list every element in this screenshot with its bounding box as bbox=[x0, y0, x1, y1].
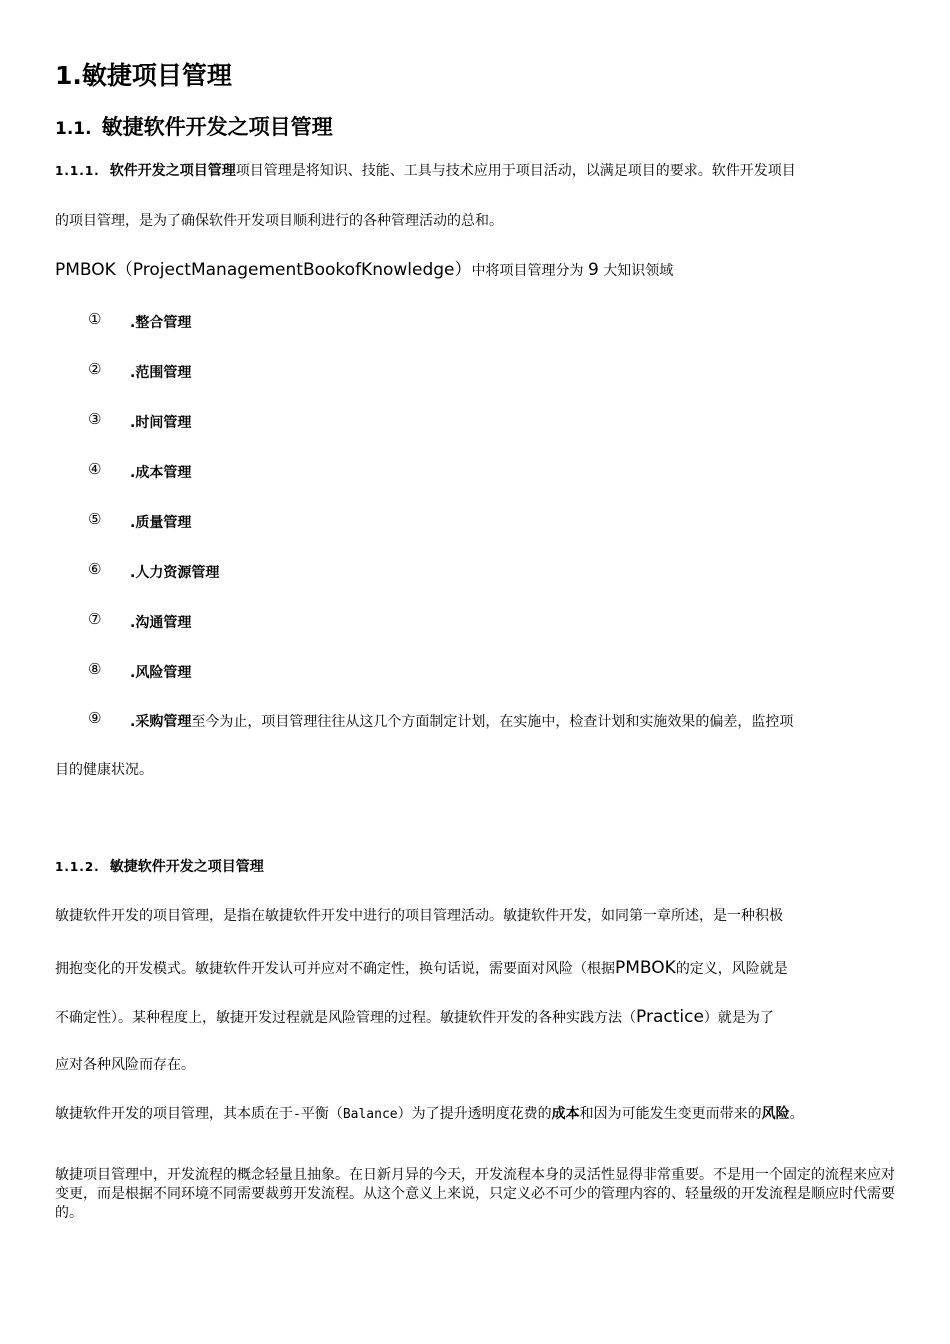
pmbok-end: 大知识领域 bbox=[603, 263, 674, 279]
section-1-1-1-number: 1.1.1. bbox=[55, 164, 100, 178]
list-item-continuation: 至今为止，项目管理往往从这几个方面制定计划，在实施中，检查计划和实施效果的偏差，监控项 bbox=[191, 714, 794, 730]
list-item-label: .风险管理 bbox=[130, 665, 192, 681]
section-1-1-2-heading bbox=[55, 858, 264, 876]
list-item-marker: ⑥ bbox=[88, 560, 102, 578]
list-item-marker: ⑤ bbox=[88, 510, 102, 528]
list-item-label: .人力资源管理 bbox=[130, 565, 220, 581]
list-item-label: .沟通管理 bbox=[130, 615, 192, 631]
paragraph-dash: - bbox=[293, 1107, 301, 1122]
section-1-1-1-line-1 bbox=[55, 162, 796, 180]
paragraph-text: ）为了提升透明度花费的 bbox=[397, 1106, 552, 1122]
section-1-1-number: 1.1. bbox=[55, 119, 92, 139]
section-1-1-1-text: 项目管理是将知识、技能、工具与技术应用于项目活动，以满足项目的要求。软件开发项目 bbox=[235, 163, 796, 179]
list-item-marker: ⑧ bbox=[88, 660, 102, 678]
pmbok-number: 9 bbox=[587, 260, 599, 280]
practice-inline: Practice bbox=[636, 1007, 704, 1027]
paragraph-text: ）就是为了 bbox=[703, 1010, 774, 1026]
pmbok-acronym: PMBOK（ProjectManagementBookofKnowledge） bbox=[55, 260, 472, 280]
section-1-1-2-number: 1.1.2. bbox=[55, 860, 100, 874]
list-item-content bbox=[130, 711, 793, 731]
section-1-1-1-title: 软件开发之项目管理 bbox=[109, 163, 236, 179]
list-item-label: .采购管理 bbox=[130, 714, 192, 730]
paragraph-1-line-4: 应对各种风险而存在。 bbox=[55, 1057, 195, 1073]
paragraph-text: 。 bbox=[789, 1106, 804, 1122]
paragraph-2 bbox=[55, 1105, 804, 1124]
pmbok-inline: PMBOK bbox=[615, 958, 676, 978]
paragraph-text: 和因为可能发生变更而带来的 bbox=[579, 1106, 762, 1122]
list-item-label: .成本管理 bbox=[130, 465, 192, 481]
list-item-label: .整合管理 bbox=[130, 315, 192, 331]
section-1-1-title: 敏捷软件开发之项目管理 bbox=[101, 115, 333, 139]
list-item-label: .范围管理 bbox=[130, 365, 192, 381]
list-item-marker: ① bbox=[88, 310, 102, 328]
paragraph-3: 敏捷项目管理中，开发流程的概念轻量且抽象。在日新月异的今天，开发流程本身的灵活性显得非常重要。不是用一个固定的流程来应对变更，而是根据不同环境不同需要裁剪开发流程。从这个意义上来说，只定义必不可少的管理内容的、轻量级的开发流程是顺应时代需要的。 bbox=[55, 1167, 895, 1221]
paragraph-1-line-3 bbox=[55, 1006, 774, 1028]
list-item-marker: ④ bbox=[88, 460, 102, 478]
paragraph-1-line-2 bbox=[55, 957, 788, 979]
paragraph-text: 拥抱变化的开发模式。敏捷软件开发认可并应对不确定性，换句话说，需要面对风险（根据 bbox=[55, 961, 615, 977]
cost-term: 成本 bbox=[551, 1106, 580, 1122]
list-item-marker: ⑦ bbox=[88, 610, 102, 628]
paragraph-text: 平衡（ bbox=[300, 1106, 343, 1122]
list-item-marker: ② bbox=[88, 360, 102, 378]
list-item-label: .时间管理 bbox=[130, 415, 192, 431]
list-item-marker: ③ bbox=[88, 410, 102, 428]
paragraph-text: 敏捷软件开发的项目管理，其本质在于 bbox=[55, 1106, 293, 1122]
item-9-line-2: 目的健康状况。 bbox=[55, 762, 153, 778]
document-title: 1.敏捷项目管理 bbox=[55, 61, 232, 90]
section-1-1-1-line-2: 的项目管理，是为了确保软件开发项目顺利进行的各种管理活动的总和。 bbox=[55, 213, 503, 229]
paragraph-text: 不确定性）。某种程度上，敏捷开发过程就是风险管理的过程。敏捷软件开发的各种实践方法（ bbox=[55, 1010, 636, 1026]
pmbok-line bbox=[55, 259, 673, 281]
risk-term: 风险 bbox=[761, 1106, 790, 1122]
paragraph-1-line-1: 敏捷软件开发的项目管理，是指在敏捷软件开发中进行的项目管理活动。敏捷软件开发，如同第一章所述，是一种积极 bbox=[55, 908, 783, 924]
section-1-1-heading bbox=[55, 111, 333, 141]
section-1-1-2-title: 敏捷软件开发之项目管理 bbox=[109, 859, 264, 875]
list-item-label: .质量管理 bbox=[130, 515, 192, 531]
paragraph-text: 的定义，风险就是 bbox=[675, 961, 788, 977]
list-item-marker: ⑨ bbox=[88, 709, 102, 727]
pmbok-mid: 中将项目管理分为 bbox=[471, 263, 584, 279]
balance-term: Balance bbox=[342, 1107, 398, 1122]
